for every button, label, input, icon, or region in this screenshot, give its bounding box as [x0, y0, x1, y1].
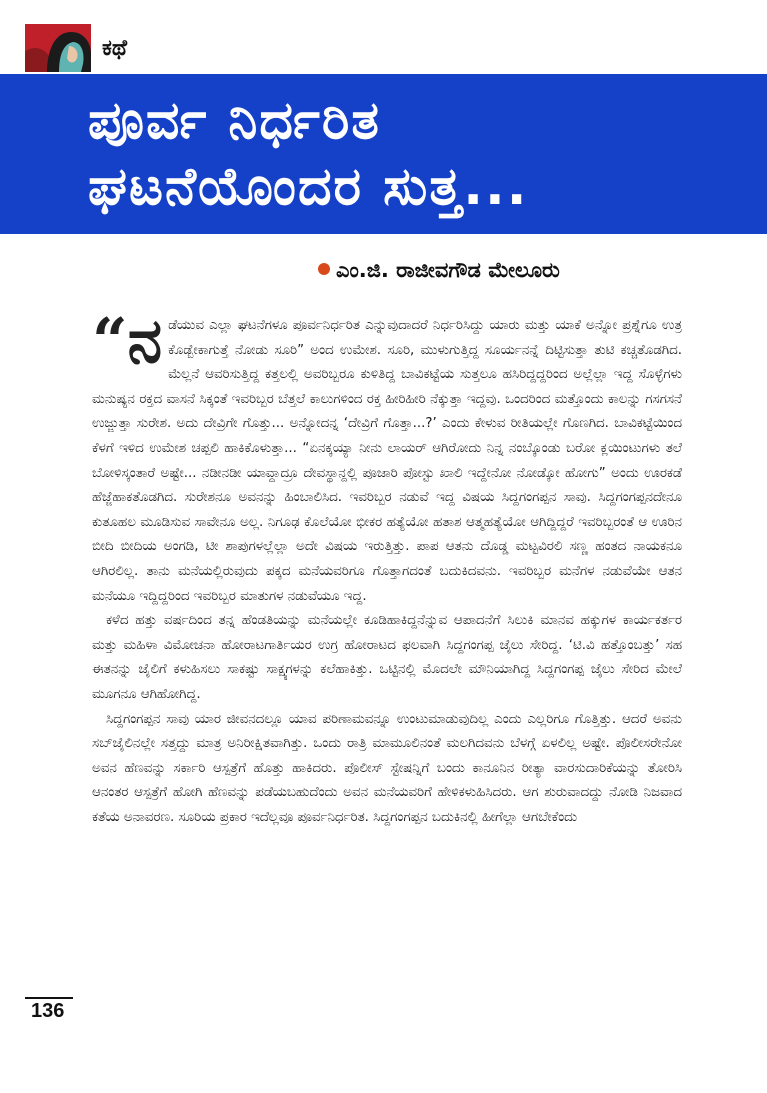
- article-paragraph: ಸಿದ್ದಗಂಗಪ್ಪನ ಸಾವು ಯಾರ ಜೀವನದಲ್ಲೂ ಯಾವ ಪರಿಣಾಮವನ್ನೂ ಉಂಟುಮಾಡುವುದಿಲ್ಲ ಎಂದು ಎಲ್ಲರಿಗೂ ಗೊತ್ತಿತ್ತು. ಆದರೆ ಅವನು ಸಬ್‌ಜೈಲಿನಲ್ಲೇ ಸತ್ತದ್ದು ಮಾತ್ರ ಅನಿರೀಕ್ಷಿತವಾಗಿತ್ತು. ಒಂದು ರಾತ್ರಿ ಮಾಮೂಲಿನಂತೆ ಮಲಗಿದವನು ಬೆಳಗ್ಗೆ ಏಳಲಿಲ್ಲ ಅಷ್ಟೇ. ಪೊಲೀಸರೇನೋ ಅವನ ಹೆಣವನ್ನು ಸರ್ಕಾರಿ ಆಸ್ಪತ್ರೆಗೆ ಹೊತ್ತು ಹಾಕಿದರು. ಪೊಲೀಸ್ ಸ್ಟೇಷನ್ನಿಗೆ ಬಂದು ಕಾನೂನಿನ ರೀತ್ಯಾ ವಾರಸುದಾರಿಕೆಯನ್ನು ತೋರಿಸಿ ಆನಂತರ ಆಸ್ಪತ್ರೆಗೆ ಹೋಗಿ ಹೆಣವನ್ನು ಪಡೆಯಬಹುದೆಂದು ಅವನ ಮನೆಯವರಿಗೆ ಹೇಳಿಕಳುಹಿಸಿದರು. ಆಗ ಶುರುವಾದದ್ದು ನೋಡಿ ನಿಜವಾದ ಕತೆಯ ಅನಾವರಣ. ಸೂರಿಯ ಪ್ರಕಾರ ಇದೆಲ್ಲವೂ ಪೂರ್ವನಿರ್ಧರಿತ. ಸಿದ್ದಗಂಗಪ್ಪನ ಬದುಕಿನಲ್ಲಿ ಹೀಗೆಲ್ಲಾ ಆಗಬೇಕೆಂದು: [92, 711, 682, 825]
- paragraph-text: ಡೆಯುವ ಎಲ್ಲಾ ಘಟನೆಗಳೂ ಪೂರ್ವನಿರ್ಧರಿತ ಎನ್ನುವುದಾದರೆ ನಿರ್ಧರಿಸಿದ್ದು ಯಾರು ಮತ್ತು ಯಾಕೆ ಅನ್ನೋ ಪ್ರಶ್ನೆಗೂ ಉತ್ರ ಕೊಡ್ಬೇಕಾಗುತ್ತೆ ನೋಡು ಸೂರಿ” ಅಂದ ಉಮೇಶ. ಸೂರಿ, ಮುಳುಗುತ್ತಿದ್ದ ಸೂರ್ಯನನ್ನೆ ದಿಟ್ಟಿಸುತ್ತಾ ತುಟಿ ಕಚ್ಚತೊಡಗಿದ. ಮೆಲ್ಲನೆ ಆವರಿಸುತ್ತಿದ್ದ ಕತ್ತಲಲ್ಲಿ ಅವರಿಬ್ಬರೂ ಕುಳಿತಿದ್ದ ಬಾವಿಕಟ್ಟೆಯ ಸುತ್ತಲೂ ಹಸಿರಿದ್ದದ್ದರಿಂದ ಅಲ್ಲೆಲ್ಲಾ ಇದ್ದ ಸೊಳ್ಳೆಗಳು ಮನುಷ್ಯನ ರಕ್ತದ ವಾಸನೆ ಸಿಕ್ಕಂತೆ ಇವರಿಬ್ಬರ ಬೆತ್ತಲೆ ಕಾಲುಗಳಿಂದ ರಕ್ತ ಹೀರಿಹೀರಿ ನೆಕ್ಕುತ್ತಾ ಇದ್ದವು. ಒಂದರಿಂದ ಮತ್ತೊಂದು ಕಾಲನ್ನು ಗಸಗಸನೆ ಉಜ್ಜುತ್ತಾ ಸುರೇಶ. ಅದು ದೇವ್ರಿಗೇ ಗೊತ್ತು... ಅನ್ನೋದನ್ನ ‘ದೇವ್ರಿಗೆ ಗೊತ್ತಾ...?’ ಎಂದು ಕೇಳುವ ರೀತಿಯಲ್ಲೇ ಗೊಣಗಿದ. ಬಾವಿಕಟ್ಟೆಯಿಂದ ಕೆಳಗೆ ಇಳಿದ ಉಮೇಶ ಚಪ್ಪಲಿ ಹಾಕಿಕೊಳುತ್ತಾ... “ಏನಕ್ಕಯ್ಯಾ ನೀನು ಲಾಯರ್ ಆಗಿರೋದು ನಿನ್ನ ನಂಬ್ಕೊಂಡು ಬರೋ ಕ್ಲಯಿಂಟುಗಳು ತಲೆ ಬೋಳಿಸ್ಕಂತಾರೆ ಅಷ್ಟೇ... ನಡೀನಡೀ ಯಾವ್ದಾದ್ರೂ ದೇವಸ್ಥಾನ್ದಲ್ಲಿ ಪೂಜಾರಿ ಪೋಸ್ಟು ಖಾಲಿ ಇದ್ದೇನೋ ನೋಡ್ಕೋ ಹೋಗು” ಅಂದು ಊರಕಡೆ ಹೆಜ್ಜೆಹಾಕತೊಡಗಿದ. ಸುರೇಶನೂ ಅವನನ್ನು ಹಿಂಬಾಲಿಸಿದ. ಇವರಿಬ್ಬರ ನಡುವೆ ಇದ್ದ ವಿಷಯ ಸಿದ್ದಗಂಗಪ್ಪನ ಸಾವು. ಸಿದ್ದಗಂಗಪ್ಪನದೇನೂ ಕುತೂಹಲ ಮೂಡಿಸುವ ಸಾವೇನೂ ಅಲ್ಲ. ನಿಗೂಢ ಕೊಲೆಯೋ ಭೀಕರ ಹತ್ಯೆಯೋ ಹತಾಶ ಆತ್ಮಹತ್ಯೆಯೋ ಆಗಿದ್ದಿದ್ದರೆ ಇವರಿಬ್ಬರಂತೆ ಆ ಊರಿನ ಬೀದಿ ಬೀದಿಯ ಅಂಗಡಿ, ಟೀ ಶಾಪುಗಳಲ್ಲೆಲ್ಲಾ ಅದೇ ವಿಷಯ ಇರುತ್ತಿತ್ತು. ಪಾಪ ಆತನು ದೊಡ್ಡ ಮಟ್ಟವಿರಲಿ ಸಣ್ಣ ಹಂತದ ನಾಯಕನೂ ಆಗಿರಲಿಲ್ಲ. ತಾನು ಮನೆಯಲ್ಲಿರುವುದು ಪಕ್ಕದ ಮನೆಯವರಿಗೂ ಗೊತ್ತಾಗದಂತೆ ಬದುಕಿದವನು. ಇವರಿಬ್ಬರ ಮನೆಗಳ ನಡುವೆಯೇ ಆತನ ಮನೆಯೂ ಇದ್ದಿದ್ದರಿಂದ ಇವರಿಬ್ಬರ ಮಾತುಗಳ ನಡುವೆಯೂ ಇದ್ದ.: [92, 318, 682, 604]
- article-paragraph: [92, 304, 682, 609]
- article-paragraph: ಕಳೆದ ಹತ್ತು ವರ್ಷದಿಂದ ತನ್ನ ಹೆಂಡತಿಯನ್ನು ಮನೆಯಲ್ಲೇ ಕೂಡಿಹಾಕಿದ್ದನೆನ್ನುವ ಆಪಾದನೆಗೆ ಸಿಲುಕಿ ಮಾನವ ಹಕ್ಕುಗಳ ಕಾರ್ಯಕರ್ತರ ಮತ್ತು ಮಹಿಳಾ ವಿಮೋಚನಾ ಹೋರಾಟಗಾರ್ತಿಯರ ಉಗ್ರ ಹೋರಾಟದ ಫಲವಾಗಿ ಸಿದ್ದಗಂಗಪ್ಪ ಜೈಲು ಸೇರಿದ್ದ. ‘ಟಿ.ವಿ ಹತ್ತೊಂಬತ್ತು’ ಸಹ ಈತನನ್ನು ಜೈಲಿಗೆ ಕಳುಹಿಸಲು ಸಾಕಷ್ಟು ಸಾಕ್ಷ್ಯಗಳನ್ನು ಕಲೆಹಾಕಿತ್ತು. ಒಟ್ಟಿನಲ್ಲಿ ಮೊದಲೇ ಮೌನಿಯಾಗಿದ್ದ ಸಿದ್ದಗಂಗಪ್ಪ ಜೈಲು ಸೇರಿದ ಮೇಲೆ ಮೂಗನೂ ಆಗಿಹೋಗಿದ್ದ.: [92, 613, 682, 702]
- title-banner: [0, 74, 767, 234]
- author-byline: [318, 258, 560, 283]
- footer-rule: [25, 997, 73, 999]
- bullet-icon: [318, 263, 330, 275]
- section-logo: [25, 24, 91, 72]
- article-body: [92, 304, 682, 830]
- author-name: ಎಂ.ಜಿ. ರಾಜೀವಗೌಡ ಮೇಲೂರು: [336, 258, 560, 282]
- drop-cap: “ನ: [92, 304, 163, 377]
- article-title: ಪೂರ್ವ ನಿರ್ಧರಿತ ಘಟನೆಯೊಂದರ ಸುತ್ತ...: [88, 91, 529, 217]
- page-number: 136: [31, 1000, 65, 1022]
- section-label: ಕಥೆ: [102, 36, 127, 61]
- woman-portrait-icon: [25, 24, 91, 72]
